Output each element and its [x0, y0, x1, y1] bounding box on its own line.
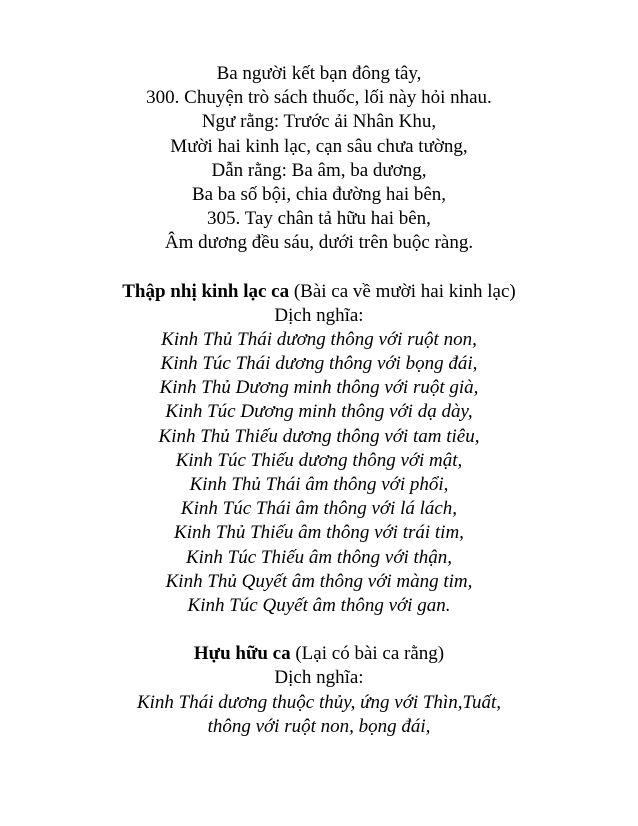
translation-line: Kinh Túc Thiếu âm thông với thận, [185, 546, 453, 568]
section-additional-song [0, 642, 638, 739]
verse-line: Ngư rằng: Trước ải Nhân Khu, [201, 111, 437, 133]
section-heading [0, 642, 638, 666]
verse-line: 300. Chuyện trò sách thuốc, lối này hỏi nhau. [146, 87, 492, 109]
verse-line: 305. Tay chân tả hữu hai bên, [207, 208, 431, 230]
poem-verses [0, 62, 638, 256]
translation-line: Kinh Túc Quyết âm thông với gan. [187, 594, 451, 616]
translation-line: Kinh Thủ Thái âm thông với phổi, [189, 474, 449, 495]
verse-line: Mười hai kinh lạc, cạn sâu chưa tường, [170, 135, 468, 157]
spacer [0, 256, 638, 280]
translation-line: Kinh Thủ Thiếu âm thông với trái tim, [174, 522, 464, 544]
section-heading [0, 280, 638, 304]
section-title-bold: Hựu hữu ca [193, 643, 291, 665]
section-subtitle: Dịch nghĩa: [274, 304, 364, 326]
translation-line: Kinh Túc Thái dương thông với bọng đái, [160, 353, 478, 375]
translation-line: Kinh Túc Dương minh thông với dạ dày, [165, 401, 473, 423]
section-subtitle: Dịch nghĩa: [274, 667, 364, 689]
section-title-rest: (Lại có bài ca rằng) [290, 643, 445, 665]
translation-line: thông với ruột non, bọng đái, [207, 715, 431, 737]
translation-line: Kinh Túc Thiếu dương thông với mật, [175, 449, 463, 471]
translation-line: Kinh Thủ Quyết âm thông với màng tim, [165, 570, 473, 592]
spacer [0, 618, 638, 642]
section-title-rest: (Bài ca về mười hai kinh lạc) [289, 280, 516, 302]
translation-line: Kinh Túc Thái âm thông với lá lách, [180, 498, 458, 520]
verse-line: Dẫn rằng: Ba âm, ba dương, [211, 159, 427, 181]
translation-line: Kinh Thủ Dương minh thông với ruột già, [159, 377, 479, 399]
translation-line: Kinh Thái dương thuộc thủy, ứng với Thìn,Tuất, [136, 691, 502, 713]
translation-line: Kinh Thủ Thiếu dương thông với tam tiêu, [158, 425, 480, 447]
verse-line: Âm dương đều sáu, dưới trên buộc ràng. [164, 232, 474, 254]
section-twelve-meridians [0, 280, 638, 619]
verse-line: Ba người kết bạn đông tây, [216, 63, 422, 84]
document-page [0, 62, 638, 739]
section-title-bold: Thập nhị kinh lạc ca [122, 280, 290, 302]
verse-line: Ba ba số bội, chia đường hai bên, [191, 183, 447, 205]
translation-line: Kinh Thủ Thái dương thông với ruột non, [161, 328, 477, 350]
